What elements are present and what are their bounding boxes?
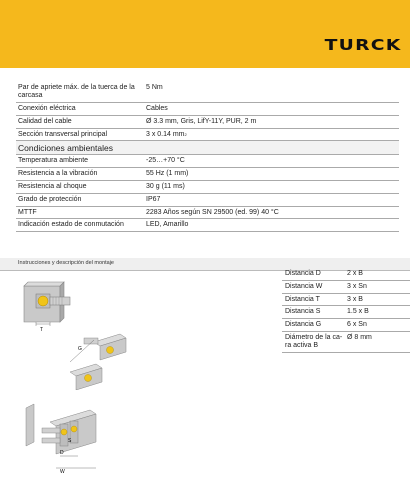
mounting-key: Distancia G — [285, 321, 322, 329]
mounting-row — [282, 319, 410, 332]
label-w: W — [60, 469, 65, 474]
mounting-key: Distancia S — [285, 308, 321, 316]
mounting-row — [282, 294, 410, 307]
mounting-title: Instrucciones y descripción del montaje — [18, 260, 114, 266]
mounting-value: 2 x B — [347, 270, 363, 277]
spec-value: Ø 3.3 mm, Gris, LifY-11Y, PUR, 2 m — [146, 117, 257, 125]
mounting-distance-table — [282, 268, 410, 353]
spec-value — [146, 131, 399, 139]
spec-row — [16, 194, 399, 207]
spec-row — [16, 103, 399, 116]
spec-value: -25…+70 °C — [146, 157, 185, 165]
brand-header — [0, 0, 410, 68]
spec-value: LED, Amarillo — [146, 221, 189, 229]
mounting-value: 3 x Sn — [347, 282, 367, 290]
label-t: T — [40, 327, 44, 332]
mounting-value: 1.5 x B — [347, 308, 369, 316]
spec-key: Resistencia al choque — [18, 183, 87, 191]
spec-value: 5 Nm — [146, 84, 163, 91]
superscript-2: 2 — [184, 131, 187, 137]
spec-value: Cables — [146, 105, 168, 113]
section-title: Condiciones ambientales — [16, 141, 399, 155]
spec-value: 30 g (11 ms) — [146, 183, 185, 191]
spec-key: Conexión eléctrica — [18, 105, 76, 113]
mounting-diagram-sidebyside — [20, 402, 110, 474]
mounting-diagram-flush — [20, 280, 80, 332]
spec-row — [16, 207, 399, 220]
mounting-key: Diámetro de la ca-ra activa B — [285, 333, 343, 350]
mounting-row — [282, 268, 410, 281]
spec-key: Grado de protección — [18, 195, 82, 203]
spec-row — [16, 82, 399, 103]
mounting-value: 3 x B — [347, 295, 363, 303]
spec-row — [16, 129, 399, 142]
spec-key: Temperatura ambiente — [18, 157, 89, 165]
mounting-row — [282, 332, 410, 353]
mounting-diagram-spacing — [66, 328, 146, 390]
spec-key: MTTF — [18, 208, 37, 216]
spec-value: 2283 Años según SN 29500 (ed. 99) 40 °C — [146, 208, 279, 216]
mounting-key: Distancia D — [285, 270, 321, 277]
spec-table — [16, 82, 399, 232]
spec-row — [16, 116, 399, 129]
spec-value: IP67 — [146, 195, 161, 203]
spec-key: Indicación estado de conmutación — [18, 221, 124, 229]
label-g: G — [78, 346, 82, 352]
mounting-value: 6 x Sn — [347, 321, 367, 329]
spec-key: Par de apriete máx. de la tuerca de la carcasa — [18, 84, 135, 100]
spec-row — [16, 219, 399, 232]
spec-value-text: 3 x 0.14 mm — [146, 130, 185, 138]
spec-key: Resistencia a la vibración — [18, 170, 98, 178]
spec-row — [16, 168, 399, 181]
spec-row — [16, 181, 399, 194]
mounting-key: Distancia T — [285, 295, 320, 303]
label-s: S — [68, 438, 72, 444]
label-d: D — [60, 450, 64, 456]
spec-key: Sección transversal principal — [18, 130, 108, 138]
spec-row — [16, 155, 399, 168]
turck-logo: TURCK — [324, 36, 402, 54]
mounting-key: Distancia W — [285, 282, 323, 290]
spec-key: Calidad del cable — [18, 117, 72, 125]
mounting-row — [282, 281, 410, 294]
mounting-value: Ø 8 mm — [347, 333, 372, 341]
spec-value: 55 Hz (1 mm) — [146, 170, 189, 178]
mounting-row — [282, 306, 410, 319]
